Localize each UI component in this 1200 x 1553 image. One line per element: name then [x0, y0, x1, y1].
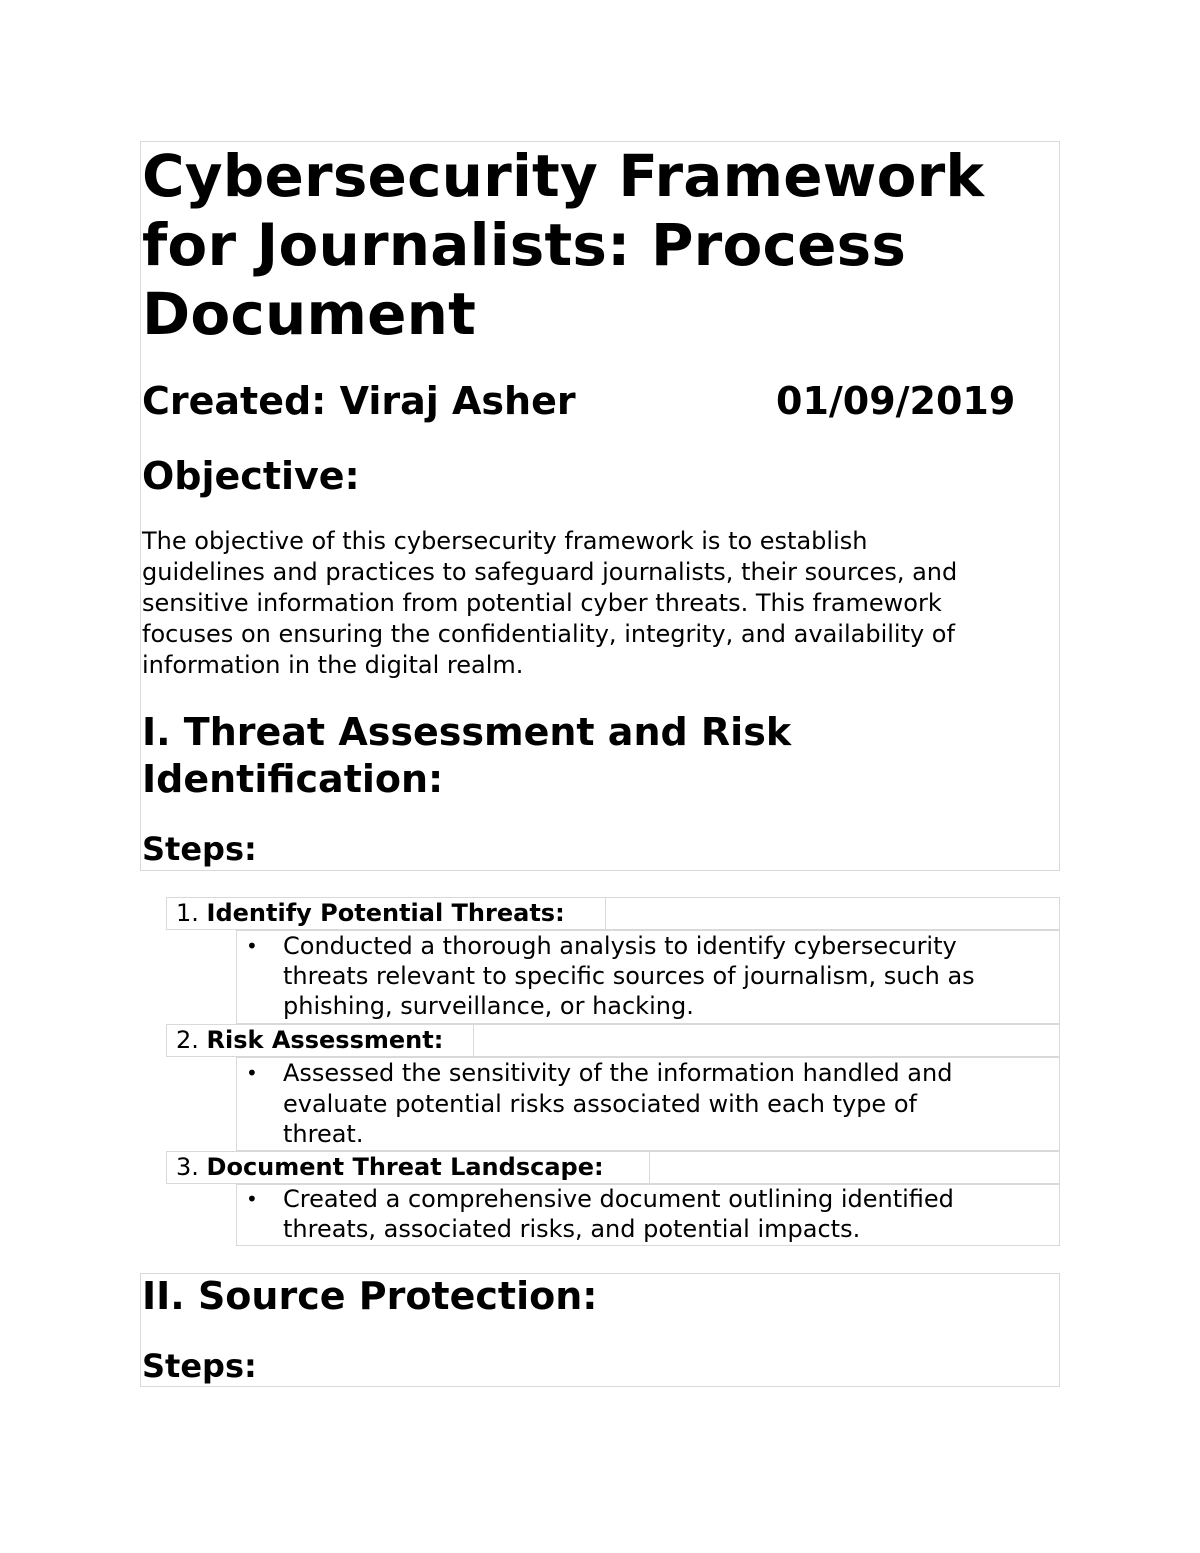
objective-line-3: sensitive information from potential cyber threats. This framework	[142, 589, 942, 617]
step-2-label: Risk Assessment:	[206, 1026, 444, 1054]
created-by: Created: Viraj Asher	[142, 379, 576, 423]
step-2-heading	[176, 1025, 443, 1056]
step-1-detail-line-1: Conducted a thorough analysis to identify cybersecurity	[283, 932, 957, 960]
step-3-detail-line-2: threats, associated risks, and potential impacts.	[283, 1215, 861, 1243]
page-title-line-1: Cybersecurity Framework	[142, 142, 985, 210]
step-2-detail-line-2: evaluate potential risks associated with each type of	[283, 1090, 917, 1118]
step-2-detail-line-1: Assessed the sensitivity of the information handled and	[283, 1059, 953, 1087]
step-1-detail-line-3: phishing, surveillance, or hacking.	[283, 992, 694, 1020]
section-2-steps-heading: Steps:	[142, 1347, 257, 1385]
step-3-heading	[176, 1152, 604, 1183]
step-3-bullet-icon: •	[246, 1187, 258, 1211]
step-1-number: 1.	[176, 899, 199, 927]
step-3-detail-line-1: Created a comprehensive document outlining identified	[283, 1185, 954, 1213]
step-2-number: 2.	[176, 1026, 199, 1054]
page-title-line-3: Document	[142, 280, 477, 348]
step-3-number: 3.	[176, 1153, 199, 1181]
step-1-detail-line-2: threats relevant to specific sources of journalism, such as	[283, 962, 975, 990]
objective-line-4: focuses on ensuring the confidentiality, integrity, and availability of	[142, 620, 955, 648]
step-1-label: Identify Potential Threats:	[206, 899, 565, 927]
objective-line-5: information in the digital realm.	[142, 651, 524, 679]
page-title-line-2: for Journalists: Process	[142, 211, 907, 279]
step-2-detail-line-3: threat.	[283, 1120, 364, 1148]
section-1-heading-line-2: Identification:	[142, 757, 444, 801]
objective-heading: Objective:	[142, 454, 360, 498]
section-1-heading-line-1: I. Threat Assessment and Risk	[142, 710, 792, 754]
section-2-heading: II. Source Protection:	[142, 1274, 598, 1318]
section-1-steps-heading: Steps:	[142, 830, 257, 868]
step-1-heading	[176, 898, 565, 929]
objective-line-2: guidelines and practices to safeguard journalists, their sources, and	[142, 558, 958, 586]
created-date: 01/09/2019	[776, 379, 1016, 423]
step-3-label: Document Threat Landscape:	[206, 1153, 604, 1181]
step-2-bullet-icon: •	[246, 1061, 258, 1085]
step-1-bullet-icon: •	[246, 934, 258, 958]
objective-line-1: The objective of this cybersecurity framework is to establish	[142, 527, 868, 555]
